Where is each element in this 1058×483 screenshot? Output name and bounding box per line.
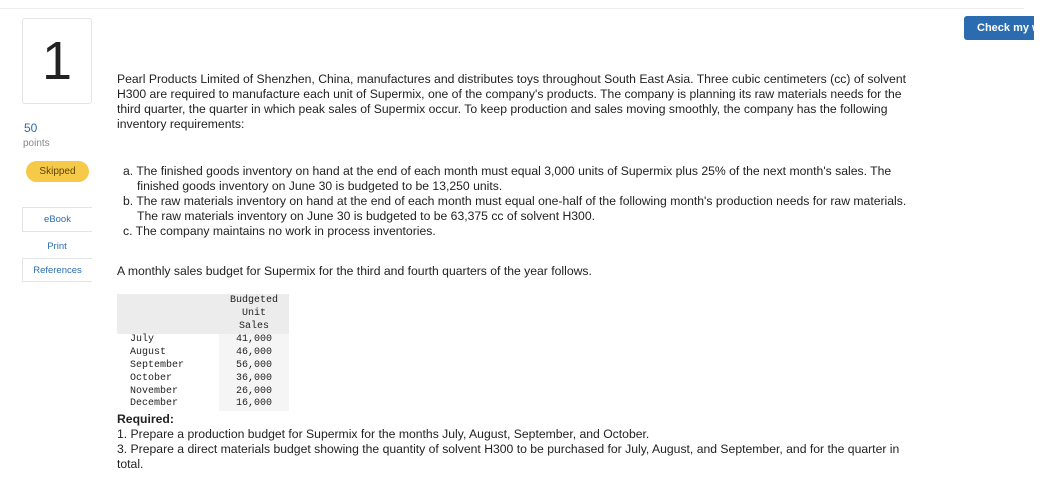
table-header	[219, 294, 289, 334]
requirement-c: c. The company maintains no work in process inventories.	[123, 224, 436, 238]
value-cell: 46,000	[219, 347, 289, 360]
value-cell: 26,000	[219, 386, 289, 399]
month-cell: October	[130, 372, 173, 384]
sales-budget-table	[117, 294, 289, 411]
resource-links	[22, 207, 92, 282]
table-row	[117, 373, 289, 386]
month-cell: September	[130, 359, 185, 371]
inventory-requirements	[117, 164, 907, 239]
table-row	[117, 347, 289, 360]
table-row	[117, 360, 289, 373]
points-label: points	[23, 138, 50, 149]
requirement-b: b. The raw materials inventory on hand at the end of each month must equal one-half of the following month's production needs for raw materials. The raw materials inventory on June 30 is budgeted to be 63,375 cc of solvent H300.	[123, 194, 907, 223]
value-cell: 41,000	[219, 334, 289, 347]
required-section	[117, 412, 917, 472]
value-cell: 56,000	[219, 360, 289, 373]
value-cell: 16,000	[219, 398, 289, 411]
top-divider	[0, 8, 1024, 9]
value-cell: 36,000	[219, 373, 289, 386]
month-cell: July	[130, 334, 155, 346]
table-header-line2: Unit Sales	[238, 307, 269, 332]
month-cell: November	[130, 385, 179, 397]
sales-budget-intro: A monthly sales budget for Supermix for the third and fourth quarters of the year follows.	[117, 264, 592, 278]
required-item-1: 1. Prepare a production budget for Supermix for the months July, August, September, and October.	[117, 427, 650, 441]
ebook-link[interactable]: eBook	[22, 208, 92, 232]
table-header-blank	[117, 294, 219, 334]
check-my-work-button[interactable]: Check my work	[964, 16, 1034, 40]
references-link[interactable]: References	[22, 258, 92, 282]
intro-paragraph: Pearl Products Limited of Shenzhen, China, manufactures and distributes toys throughout South East Asia. Three cubic centimeters (cc) of solvent H300 are required to manufacture each unit of Supermix, one of the company's products. The company is planning its raw materials needs for the third quarter, the quarter in which peak sales of Supermix occur. To keep production and sales moving smoothly, the company has the following inventory requirements:	[117, 72, 906, 131]
question-number: 1	[22, 18, 92, 104]
requirement-a: a. The finished goods inventory on hand at the end of each month must equal 3,000 units of Supermix plus 25% of the next month's sales. The finished goods inventory on June 30 is budgeted to be 13,250 units.	[123, 164, 892, 193]
required-label: Required:	[117, 412, 174, 426]
required-item-3: 3. Prepare a direct materials budget showing the quantity of solvent H300 to be purchased for July, August, and September, and for the quarter in total.	[117, 442, 900, 471]
table-header-line1: Budgeted	[229, 295, 278, 306]
month-cell: December	[130, 398, 179, 410]
table-row	[117, 334, 289, 347]
table-row	[117, 398, 289, 411]
status-badge: Skipped	[26, 161, 89, 182]
table-row	[117, 386, 289, 399]
print-link[interactable]: Print	[47, 240, 67, 252]
points-value: 50	[24, 121, 38, 135]
month-cell: August	[130, 347, 167, 359]
